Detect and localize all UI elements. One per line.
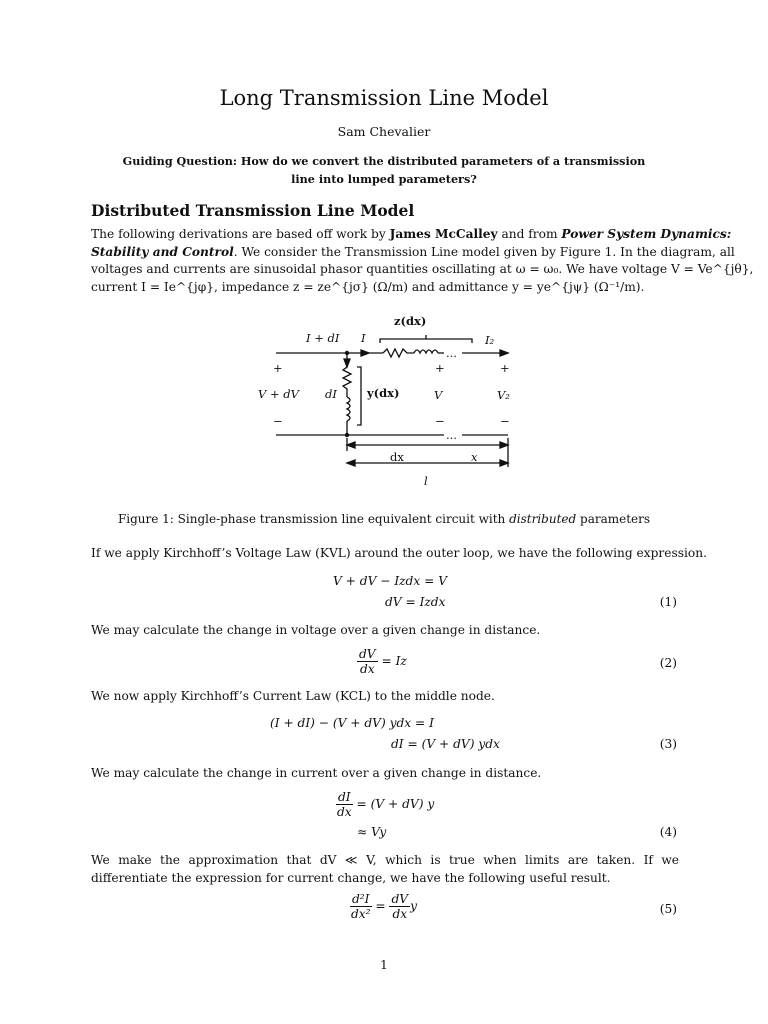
eq3-line2: dI = (V + dV) ydx (391, 737, 500, 751)
eq4-line1: $\frac{dI}{dx}$ = (V + dV) y (336, 790, 435, 819)
eq3-number: (3) (659, 737, 677, 751)
label-dx: dx (390, 450, 404, 464)
label-v: V (434, 388, 443, 402)
eq4-fraction: $\frac{dI}{dx}$ (336, 790, 352, 819)
paper-title: Long Transmission Line Model (219, 86, 549, 110)
book-title: Power System Dynamics: (561, 227, 732, 241)
eq1-line2: dV = Izdx (385, 595, 446, 609)
kcl-text: We now apply Kirchhoff’s Current Law (KCL) to the middle node. (91, 689, 495, 703)
circuit-diagram (0, 305, 768, 500)
change-voltage-text: We may calculate the change in voltage over a given change in distance. (91, 623, 541, 637)
label-plus-left: + (273, 361, 283, 375)
eq2: $\frac{dV}{dx}$ = Iz (359, 647, 407, 676)
eq2-number: (2) (659, 656, 677, 670)
label-v2: V₂ (497, 388, 510, 402)
label-minus-mid: − (435, 414, 445, 428)
change-current-text: We may calculate the change in current over a given change in distance. (91, 766, 542, 780)
eq1-line1: V + dV − Izdx = V (333, 574, 447, 588)
eq4-line2: ≈ Vy (357, 825, 387, 839)
label-x: x (471, 450, 478, 464)
author-reference: James McCalley (389, 227, 498, 241)
section-heading: Distributed Transmission Line Model (91, 201, 415, 220)
eq5-rhs-fraction: $\frac{dV}{dx}$ (391, 892, 409, 921)
eq5-number: (5) (659, 902, 677, 916)
intro-line-2: Stability and Control. We consider the Transmission Line model given by Figure 1. In the diagram, all (91, 244, 735, 259)
eq3-line1: (I + dI) − (V + dV) ydx = I (270, 716, 434, 730)
kvl-text: If we apply Kirchhoff’s Voltage Law (KVL) around the outer loop, we have the following expression. (91, 546, 707, 560)
page-number: 1 (380, 958, 388, 972)
label-i-plus-di: I + dI (306, 331, 340, 345)
label-minus-left: − (273, 414, 283, 428)
figure-caption: Figure 1: Single-phase transmission line equivalent circuit with distributed parameters (117, 512, 651, 526)
intro-line-1: The following derivations are based off work by James McCalley and from Power System Dynamics: (91, 227, 732, 241)
label-i: I (361, 331, 366, 345)
label-dots-bottom: ... (446, 428, 457, 442)
intro-line-4: current I = Ie^{jφ}, impedance z = ze^{jσ} (Ω/m) and admittance y = ye^{jψ} (Ω⁻¹/m). (91, 279, 645, 294)
label-minus-right: − (500, 414, 510, 428)
label-z-dx: z(dx) (394, 314, 427, 328)
label-i2: I₂ (485, 333, 495, 347)
eq5-lhs-fraction: $\frac{\text{d²I}}{\text{dx²}}$ (350, 892, 371, 921)
eq4-number: (4) (659, 825, 677, 839)
label-plus-right: + (500, 361, 510, 375)
approximation-text: We make the approximation that dV ≪ V, which is true when limits are taken. If we differentiate the expression for current change, we have the following useful result. (91, 853, 679, 885)
guiding-question: Guiding Question: How do we convert the distributed parameters of a transmission line into lumped parameters? (122, 154, 646, 186)
eq2-fraction: $\frac{dV}{dx}$ (359, 647, 376, 676)
label-v-plus-dv: V + dV (258, 387, 299, 401)
label-di: dI (325, 387, 337, 401)
eq1-number: (1) (659, 595, 677, 609)
label-y-dx: y(dx) (367, 386, 400, 400)
label-dots-top: ... (446, 346, 457, 360)
eq5: $\frac{\text{d²I}}{\text{dx²}}$ = $\frac{dV}{dx}$ y (350, 892, 417, 921)
intro-line-3: voltages and currents are sinusoidal phasor quantities oscillating at ω = ω₀. We have voltage V = Ve^{jθ}, (91, 262, 754, 276)
intro-paragraph (91, 226, 754, 296)
label-l: l (424, 474, 428, 488)
book-title-cont: Stability and Control (91, 244, 234, 259)
label-plus-mid: + (435, 361, 445, 375)
author-name: Sam Chevalier (337, 124, 431, 139)
